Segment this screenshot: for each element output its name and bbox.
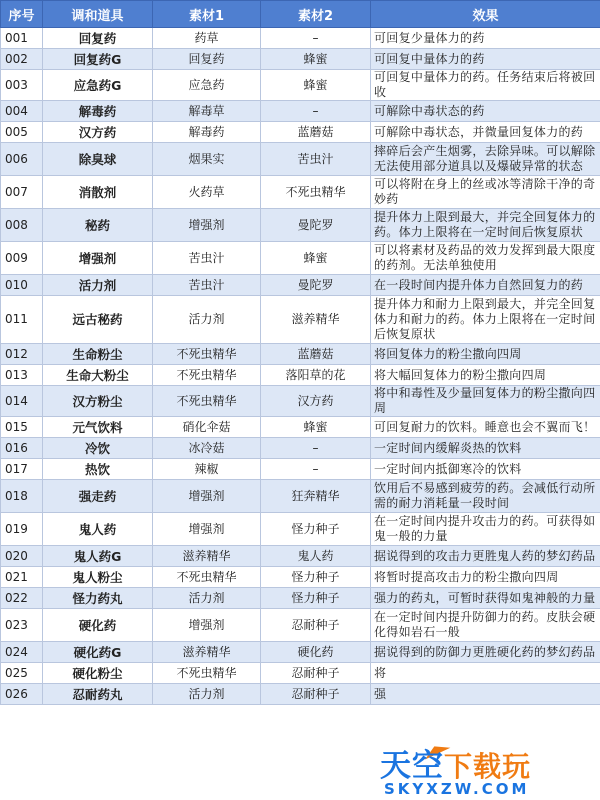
- material-2: 不死虫精华: [261, 176, 371, 209]
- table-row: [1, 513, 600, 546]
- material-2: –: [261, 28, 371, 49]
- row-id: 024: [1, 642, 43, 663]
- effect-text: 可回复耐力的饮料。睡意也会不翼而飞！: [371, 417, 600, 438]
- material-1: 活力剂: [153, 684, 261, 705]
- table-row: [1, 209, 600, 242]
- material-2: 蜂蜜: [261, 49, 371, 70]
- effect-text: 一定时间内抵御寒冷的饮料: [371, 459, 600, 480]
- header-item: 调和道具: [43, 1, 153, 28]
- effect-text: 在一定时间内提升攻击力的药。可获得如鬼一般的力量: [371, 513, 600, 546]
- effect-text: 据说得到的防御力更胜硬化药的梦幻药品: [371, 642, 600, 663]
- item-name: 硬化粉尘: [43, 663, 153, 684]
- row-id: 009: [1, 242, 43, 275]
- material-2: 狂奔精华: [261, 480, 371, 513]
- row-id: 026: [1, 684, 43, 705]
- header-id: 序号: [1, 1, 43, 28]
- item-name: 秘药: [43, 209, 153, 242]
- material-1: 增强剂: [153, 480, 261, 513]
- material-1: 火药草: [153, 176, 261, 209]
- row-id: 006: [1, 143, 43, 176]
- effect-text: 在一定时间内提升防御力的药。皮肤会硬化得如岩石一般: [371, 609, 600, 642]
- effect-text: 将大幅回复体力的粉尘撒向四周: [371, 365, 600, 386]
- effect-text: 可回复少量体力的药: [371, 28, 600, 49]
- material-2: 落阳草的花: [261, 365, 371, 386]
- table-row: [1, 275, 600, 296]
- material-1: 应急药: [153, 70, 261, 101]
- table-row: [1, 567, 600, 588]
- effect-text: 将中和毒性及少量回复体力的粉尘撒向四周: [371, 386, 600, 417]
- row-id: 002: [1, 49, 43, 70]
- material-1: 不死虫精华: [153, 567, 261, 588]
- table-row: [1, 70, 600, 101]
- material-1: 不死虫精华: [153, 365, 261, 386]
- effect-text: 提升体力上限到最大，并完全回复体力的药。体力上限将在一定时间后恢复原状: [371, 209, 600, 242]
- material-2: 蜂蜜: [261, 417, 371, 438]
- logo-domain-text: SKYXZW.COM: [384, 780, 530, 798]
- item-name: 汉方粉尘: [43, 386, 153, 417]
- item-name: 增强剂: [43, 242, 153, 275]
- table-row: [1, 122, 600, 143]
- material-2: 汉方药: [261, 386, 371, 417]
- material-1: 苦虫汁: [153, 242, 261, 275]
- row-id: 016: [1, 438, 43, 459]
- item-name: 硬化药: [43, 609, 153, 642]
- item-name: 消散剂: [43, 176, 153, 209]
- table-row: [1, 480, 600, 513]
- material-2: 滋养精华: [261, 296, 371, 344]
- material-2: 蜂蜜: [261, 242, 371, 275]
- effect-text: 可解除中毒状态的药: [371, 101, 600, 122]
- material-1: 药草: [153, 28, 261, 49]
- material-1: 烟果实: [153, 143, 261, 176]
- item-name: 生命粉尘: [43, 344, 153, 365]
- table-row: [1, 242, 600, 275]
- row-id: 005: [1, 122, 43, 143]
- effect-text: 将: [371, 663, 600, 684]
- row-id: 004: [1, 101, 43, 122]
- table-row: [1, 417, 600, 438]
- table-row: [1, 438, 600, 459]
- logo-main-text: [380, 740, 531, 785]
- material-2: 曼陀罗: [261, 275, 371, 296]
- item-name: 生命大粉尘: [43, 365, 153, 386]
- row-id: 019: [1, 513, 43, 546]
- material-2: 忍耐种子: [261, 663, 371, 684]
- effect-text: 可以将附在身上的丝或冰等清除干净的奇妙药: [371, 176, 600, 209]
- table-row: [1, 459, 600, 480]
- material-1: 苦虫汁: [153, 275, 261, 296]
- item-name: 鬼人药: [43, 513, 153, 546]
- table-row: [1, 588, 600, 609]
- row-id: 014: [1, 386, 43, 417]
- material-1: 增强剂: [153, 209, 261, 242]
- material-2: 忍耐种子: [261, 684, 371, 705]
- material-1: 活力剂: [153, 588, 261, 609]
- material-2: –: [261, 438, 371, 459]
- effect-text: 在一段时间内提升体力自然回复力的药: [371, 275, 600, 296]
- table-row: [1, 176, 600, 209]
- effect-text: 可回复中量体力的药: [371, 49, 600, 70]
- header-material-1: 素材1: [153, 1, 261, 28]
- material-2: 鬼人药: [261, 546, 371, 567]
- row-id: 008: [1, 209, 43, 242]
- table-row: [1, 344, 600, 365]
- header-material-2: 素材2: [261, 1, 371, 28]
- row-id: 021: [1, 567, 43, 588]
- effect-text: 可以将素材及药品的效力发挥到最大限度的药剂。无法单独使用: [371, 242, 600, 275]
- material-1: 增强剂: [153, 609, 261, 642]
- material-2: 忍耐种子: [261, 609, 371, 642]
- row-id: 013: [1, 365, 43, 386]
- item-name: 鬼人粉尘: [43, 567, 153, 588]
- logo-blue-text: 天空: [380, 748, 444, 784]
- site-watermark-logo: [374, 738, 596, 800]
- item-name: 除臭球: [43, 143, 153, 176]
- material-2: 怪力种子: [261, 513, 371, 546]
- effect-text: 强: [371, 684, 600, 705]
- effect-text: 将暂时提高攻击力的粉尘撒向四周: [371, 567, 600, 588]
- effect-text: 可回复中量体力的药。任务结束后将被回收: [371, 70, 600, 101]
- table-row: [1, 49, 600, 70]
- table-row: [1, 609, 600, 642]
- header-row: [1, 1, 600, 28]
- material-1: 解毒药: [153, 122, 261, 143]
- row-id: 017: [1, 459, 43, 480]
- item-name: 远古秘药: [43, 296, 153, 344]
- item-name: 强走药: [43, 480, 153, 513]
- row-id: 003: [1, 70, 43, 101]
- row-id: 018: [1, 480, 43, 513]
- item-name: 怪力药丸: [43, 588, 153, 609]
- item-name: 鬼人药G: [43, 546, 153, 567]
- material-2: –: [261, 101, 371, 122]
- material-2: 蜂蜜: [261, 70, 371, 101]
- item-name: 活力剂: [43, 275, 153, 296]
- effect-text: 据说得到的攻击力更胜鬼人药的梦幻药品: [371, 546, 600, 567]
- material-1: 解毒草: [153, 101, 261, 122]
- item-name: 汉方药: [43, 122, 153, 143]
- effect-text: 饮用后不易感到疲劳的药。会减低行动所需的耐力消耗量一段时间: [371, 480, 600, 513]
- item-name: 热饮: [43, 459, 153, 480]
- material-2: 硬化药: [261, 642, 371, 663]
- material-1: 增强剂: [153, 513, 261, 546]
- table-row: [1, 642, 600, 663]
- item-name: 回复药G: [43, 49, 153, 70]
- row-id: 011: [1, 296, 43, 344]
- row-id: 020: [1, 546, 43, 567]
- row-id: 023: [1, 609, 43, 642]
- row-id: 022: [1, 588, 43, 609]
- row-id: 010: [1, 275, 43, 296]
- table-row: [1, 101, 600, 122]
- material-2: 蓝蘑菇: [261, 344, 371, 365]
- table-row: [1, 546, 600, 567]
- table-body: [1, 28, 600, 705]
- material-2: 怪力种子: [261, 588, 371, 609]
- row-id: 015: [1, 417, 43, 438]
- effect-text: 可解除中毒状态，并微量回复体力的药: [371, 122, 600, 143]
- material-1: 辣椒: [153, 459, 261, 480]
- material-1: 滋养精华: [153, 642, 261, 663]
- material-1: 滋养精华: [153, 546, 261, 567]
- material-1: 不死虫精华: [153, 344, 261, 365]
- material-2: 蓝蘑菇: [261, 122, 371, 143]
- row-id: 007: [1, 176, 43, 209]
- material-1: 冰冷菇: [153, 438, 261, 459]
- row-id: 025: [1, 663, 43, 684]
- table-row: [1, 684, 600, 705]
- logo-orange-text: 下载玩: [444, 750, 532, 783]
- table-row: [1, 386, 600, 417]
- material-2: –: [261, 459, 371, 480]
- effect-text: 一定时间内缓解炎热的饮料: [371, 438, 600, 459]
- effect-text: 摔碎后会产生烟雾，去除异味。可以解除无法使用部分道具以及爆破异常的状态: [371, 143, 600, 176]
- row-id: 001: [1, 28, 43, 49]
- material-1: 不死虫精华: [153, 663, 261, 684]
- effect-text: 提升体力和耐力上限到最大，并完全回复体力和耐力的药。体力上限将在一定时间后恢复原状: [371, 296, 600, 344]
- row-id: 012: [1, 344, 43, 365]
- header-effect: 效果: [371, 1, 600, 28]
- material-1: 不死虫精华: [153, 386, 261, 417]
- effect-text: 强力的药丸，可暂时获得如鬼神般的力量: [371, 588, 600, 609]
- table-row: [1, 28, 600, 49]
- effect-text: 将回复体力的粉尘撒向四周: [371, 344, 600, 365]
- item-name: 元气饮料: [43, 417, 153, 438]
- item-name: 忍耐药丸: [43, 684, 153, 705]
- item-name: 解毒药: [43, 101, 153, 122]
- table-row: [1, 143, 600, 176]
- item-name: 冷饮: [43, 438, 153, 459]
- table-row: [1, 365, 600, 386]
- item-name: 应急药G: [43, 70, 153, 101]
- material-2: 苦虫汁: [261, 143, 371, 176]
- item-name: 回复药: [43, 28, 153, 49]
- table-row: [1, 663, 600, 684]
- material-1: 硝化伞菇: [153, 417, 261, 438]
- material-2: 曼陀罗: [261, 209, 371, 242]
- item-name: 硬化药G: [43, 642, 153, 663]
- table-row: [1, 296, 600, 344]
- material-1: 活力剂: [153, 296, 261, 344]
- material-2: 怪力种子: [261, 567, 371, 588]
- material-1: 回复药: [153, 49, 261, 70]
